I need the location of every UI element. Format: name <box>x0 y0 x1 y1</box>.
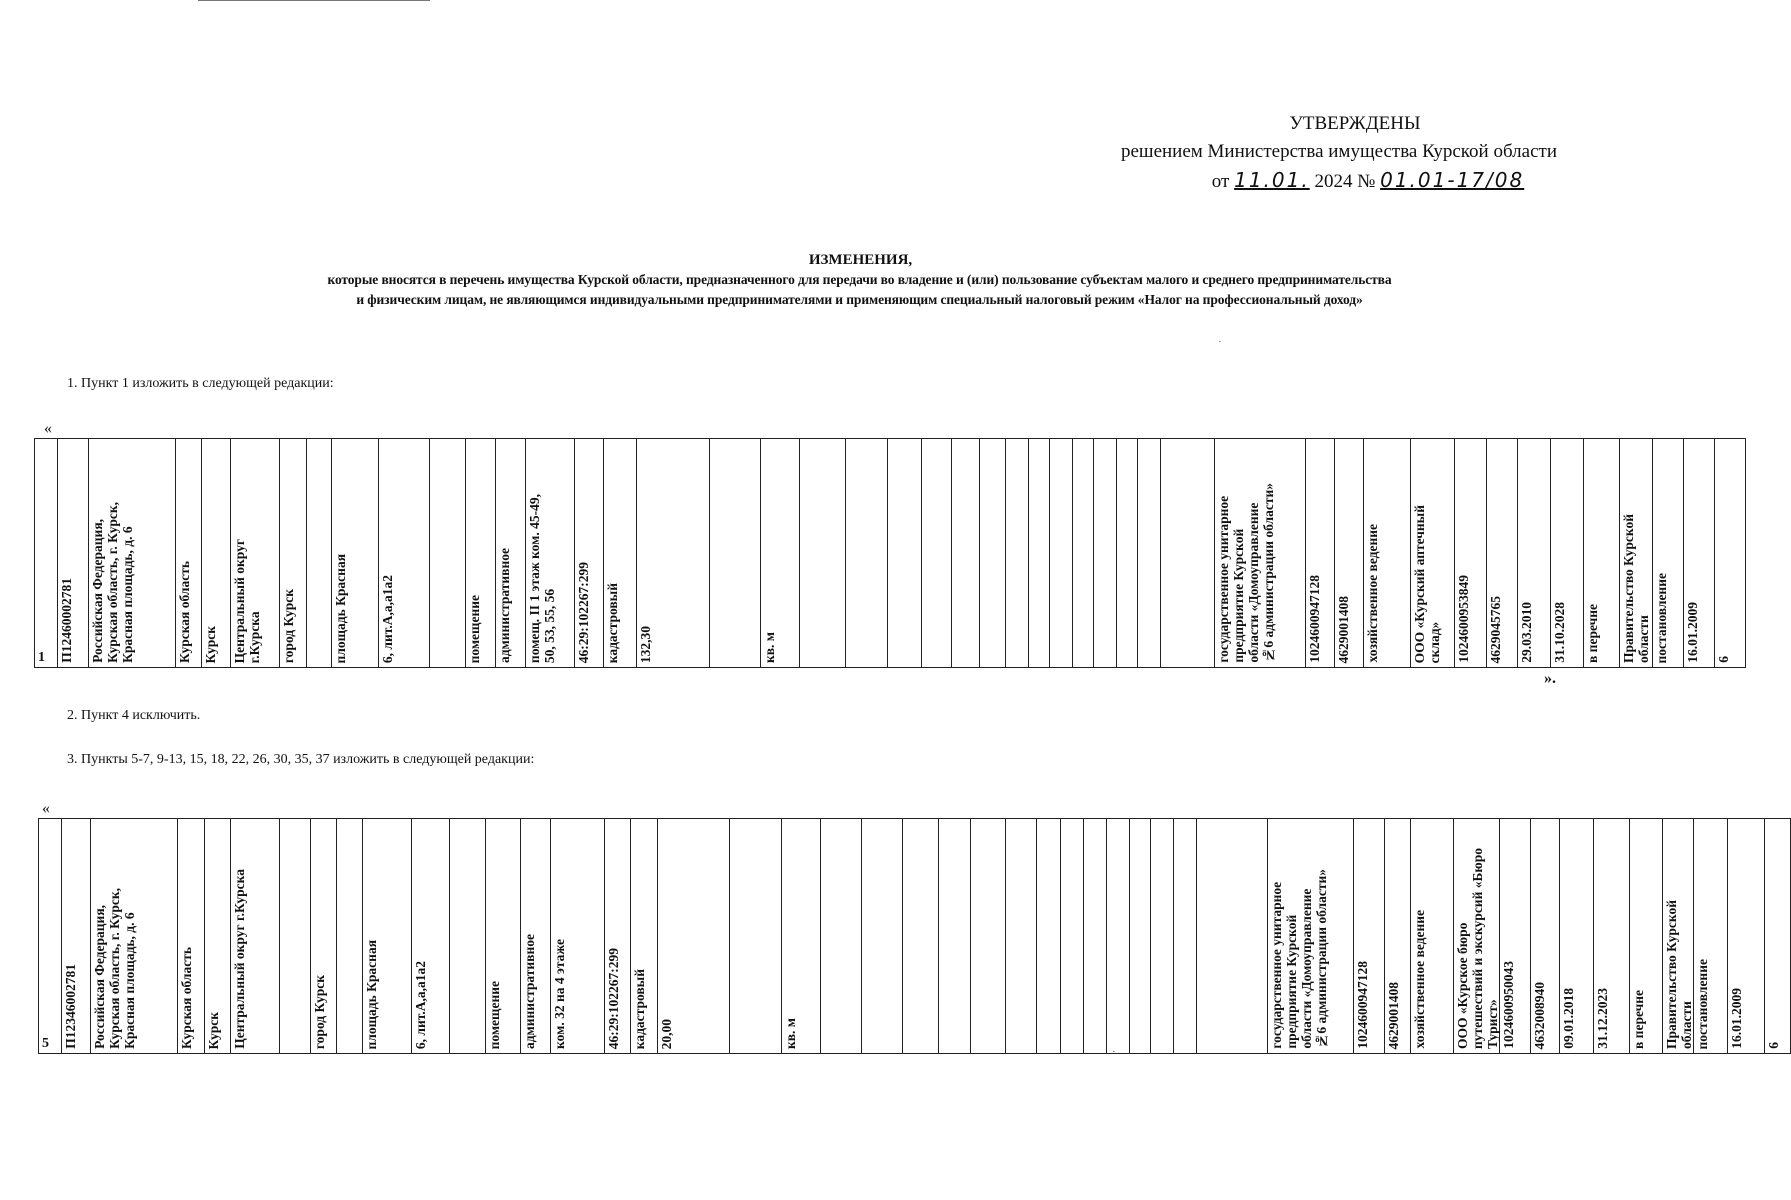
table2-cell <box>311 819 337 1054</box>
cell-text: 1024600947128 <box>1355 961 1370 1049</box>
cell-text <box>1151 1045 1153 1053</box>
table2-cell <box>1411 819 1454 1054</box>
table2-cell <box>91 819 178 1054</box>
table1-cell <box>1518 439 1551 668</box>
cell-text: постановление <box>1695 958 1710 1049</box>
approval-date-number <box>1137 166 1599 196</box>
table2-cell <box>1454 819 1500 1054</box>
cell-text <box>1073 659 1075 667</box>
cell-text: 46:29:102267:299 <box>606 947 621 1049</box>
table2-cell <box>178 819 205 1054</box>
table1-cell <box>231 439 280 668</box>
cell-text <box>800 659 802 667</box>
title-line-2: которые вносятся в перечень имущества Курской области, предназначенного для передачи во владение и (или) пользование субъектам малого и среднего предпринимательства <box>327 272 1392 287</box>
cell-text <box>450 1045 452 1053</box>
table1-cell <box>888 439 922 668</box>
table1-cell <box>202 439 231 668</box>
table1-cell <box>35 439 58 668</box>
table1-cell <box>1411 439 1455 668</box>
table2-cell <box>486 819 521 1054</box>
cell-text: 6, лит.А,а,а1а2 <box>413 960 428 1049</box>
cell-text: Центральный округ г.Курска <box>232 869 247 1049</box>
cell-text: 29.03.2010 <box>1519 602 1534 663</box>
cell-text <box>1197 1045 1199 1053</box>
cell-text: помещение <box>487 980 502 1049</box>
table1-cell <box>466 439 496 668</box>
cell-text: 31.10.2028 <box>1552 602 1567 663</box>
cell-text: Российская Федерация, Курская область, г. Курск, Красная площадь, д. 6 <box>90 502 135 663</box>
cell-text: 46:29:102267:299 <box>576 561 591 663</box>
cell-text <box>337 1045 339 1053</box>
table2-cell <box>412 819 450 1054</box>
table1-cell <box>307 439 332 668</box>
table2-cell <box>1594 819 1630 1054</box>
cell-text: 09.01.2018 <box>1561 988 1576 1049</box>
cell-text: город Курск <box>312 974 327 1049</box>
table2-cell <box>1084 819 1107 1054</box>
table2-cell <box>1061 819 1084 1054</box>
cell-text: ООО «Курский аптечный склад» <box>1412 504 1442 663</box>
table-row <box>35 439 1746 668</box>
cell-text <box>952 659 954 667</box>
cell-text: 1024600953849 <box>1456 575 1471 663</box>
table2-cell <box>730 819 782 1054</box>
handwritten-date: 11.01. <box>1234 168 1310 192</box>
table1-cell <box>604 439 637 668</box>
cell-text: П12346002781 <box>63 964 78 1049</box>
table1-cell <box>1455 439 1487 668</box>
table1-cell <box>1306 439 1335 668</box>
table1-cell <box>800 439 846 668</box>
table2-cell <box>1765 819 1791 1054</box>
cell-text <box>1174 1045 1176 1053</box>
table1-cell <box>980 439 1006 668</box>
table1-cell <box>58 439 89 668</box>
cell-text: хозяйственное ведение <box>1365 524 1380 663</box>
table1-cell <box>952 439 980 668</box>
cell-text: 132,30 <box>638 625 653 663</box>
table1-cell <box>575 439 604 668</box>
table2-cell <box>280 819 311 1054</box>
cell-text: 1024600950043 <box>1501 961 1516 1049</box>
table1-cell <box>332 439 379 668</box>
table2-cell <box>1174 819 1197 1054</box>
cell-text: Курск <box>203 625 218 663</box>
cell-text <box>821 1045 823 1053</box>
table2-cell <box>862 819 903 1054</box>
cell-text <box>1161 659 1163 667</box>
table2-cell <box>782 819 821 1054</box>
register-table-1 <box>34 438 1746 668</box>
cell-text: 5 <box>42 1036 49 1051</box>
table1-cell <box>379 439 430 668</box>
paragraph-2: 2. Пункт 4 исключить. <box>67 708 201 723</box>
table2-cell <box>1268 819 1354 1054</box>
cell-text: административное <box>522 933 537 1049</box>
table2-cell <box>551 819 605 1054</box>
cell-text: хозяйственное ведение <box>1412 910 1427 1049</box>
cell-text <box>1061 1045 1063 1053</box>
approved-heading: УТВЕРЖДЕНЫ <box>1289 113 1421 134</box>
handwritten-number: 01.01-17/08 <box>1380 168 1525 192</box>
cell-text <box>307 659 309 667</box>
table2-cell <box>971 819 1006 1054</box>
cell-text: 6 <box>1716 656 1731 663</box>
table2-cell <box>1197 819 1268 1054</box>
cell-text: кадастровый <box>605 582 620 663</box>
cell-text: площадь Красная <box>333 553 348 663</box>
table1-cell <box>710 439 761 668</box>
cell-text: в перечне <box>1585 604 1600 663</box>
table2-cell <box>1354 819 1385 1054</box>
table2-cell <box>1151 819 1174 1054</box>
title-heading: ИЗМЕНЕНИЯ, <box>808 252 913 268</box>
cell-text: Российская Федерация, Курская область, г. Курск, Красная площадь, д. 6 <box>92 888 137 1049</box>
cell-text <box>1037 1045 1039 1053</box>
cell-text: кв. м <box>762 631 777 663</box>
table1-cell <box>1684 439 1715 668</box>
cell-text <box>1130 1045 1132 1053</box>
cell-text: 20,00 <box>659 1018 674 1049</box>
table1-cell <box>1073 439 1094 668</box>
table1-cell <box>846 439 888 668</box>
cell-text: кадастровый <box>632 968 647 1049</box>
table-row <box>39 819 1791 1054</box>
cell-text: Курская область <box>179 947 194 1049</box>
table1-cell <box>1117 439 1138 668</box>
table2-cell <box>605 819 631 1054</box>
table2-cell <box>1107 819 1130 1054</box>
cell-text: 6, лит.А,а,а1а2 <box>380 574 395 663</box>
cell-text <box>1117 659 1119 667</box>
table2-cell <box>1531 819 1560 1054</box>
cell-text: Курск <box>206 1011 221 1049</box>
table1-cell <box>1551 439 1584 668</box>
table1-cell <box>922 439 952 668</box>
cell-text <box>1006 659 1008 667</box>
table1-cell <box>526 439 575 668</box>
cell-text: площадь Красная <box>364 939 379 1049</box>
table2-cell <box>1006 819 1037 1054</box>
scan-edge-line <box>198 0 430 1</box>
table2-cell <box>1560 819 1594 1054</box>
cell-text <box>888 659 890 667</box>
table1-cell <box>637 439 710 668</box>
cell-text: административное <box>497 547 512 663</box>
approved-by: решением Министерства имущества Курской области <box>1121 141 1557 162</box>
date-prefix: от <box>1211 171 1230 192</box>
register-table-2 <box>38 818 1791 1054</box>
cell-text <box>1050 659 1052 667</box>
cell-text <box>971 1045 973 1053</box>
table1-cell <box>1715 439 1746 668</box>
table1-cell <box>1364 439 1411 668</box>
table1-cell <box>1653 439 1684 668</box>
cell-text: помещ. II 1 этаж ком. 45-49, 50, 53, 55, 56 <box>527 493 557 663</box>
cell-text <box>280 1045 282 1053</box>
cell-text: 16.01.2009 <box>1729 988 1744 1049</box>
table2-cell <box>521 819 551 1054</box>
scan-dot: · <box>1112 1046 1116 1058</box>
quote-close-1: ». <box>1544 670 1556 687</box>
table1-cell <box>1584 439 1620 668</box>
cell-text: 1 <box>38 650 45 665</box>
cell-text: 4629045765 <box>1488 595 1503 663</box>
paragraph-1: 1. Пункт 1 изложить в следующей редакции: <box>67 376 334 391</box>
table2-cell <box>205 819 231 1054</box>
table2-cell <box>450 819 486 1054</box>
table2-cell <box>821 819 862 1054</box>
table1-cell <box>1161 439 1215 668</box>
table1-cell <box>1029 439 1050 668</box>
cell-text: Центральный округ г.Курска <box>232 538 262 663</box>
cell-text: помещение <box>467 594 482 663</box>
cell-text <box>862 1045 864 1053</box>
table2-cell <box>1130 819 1151 1054</box>
year-text: 2024 № <box>1314 171 1376 192</box>
table1-cell <box>1215 439 1306 668</box>
table2-cell <box>62 819 91 1054</box>
cell-text <box>1094 659 1096 667</box>
cell-text: город Курск <box>281 588 296 663</box>
cell-text: постановление <box>1654 572 1669 663</box>
cell-text: 31.12.2023 <box>1595 988 1610 1049</box>
quote-open-1: « <box>44 420 52 437</box>
approval-block <box>1079 110 1599 196</box>
cell-text: 4629001408 <box>1386 981 1401 1049</box>
scan-dot: · <box>1218 336 1222 348</box>
cell-text: П12460002781 <box>59 578 74 663</box>
table2-cell <box>1037 819 1061 1054</box>
cell-text <box>1006 1045 1008 1053</box>
title-line-3: и физическим лицам, не являющимся индивидуальными предпринимателями и применяющим специальный налоговый режим «Налог на профессиональный доход» <box>356 292 1363 307</box>
table1-cell <box>1335 439 1364 668</box>
cell-text: ООО «Курское бюро путешествий и экскурсий «Бюро Турист» <box>1455 848 1500 1049</box>
cell-text <box>980 659 982 667</box>
table1-cell <box>496 439 526 668</box>
cell-text: государственное унитарное предприятие Курской области «Домоуправление №6 администрации области» <box>1216 483 1276 663</box>
table1-cell <box>1620 439 1653 668</box>
quote-open-2: « <box>42 800 50 817</box>
document-title <box>0 250 1707 310</box>
table2-cell <box>1728 819 1765 1054</box>
cell-text <box>1138 659 1140 667</box>
table2-cell <box>231 819 280 1054</box>
cell-text <box>922 659 924 667</box>
table2-cell <box>631 819 658 1054</box>
cell-text: ком. 32 на 4 этаже <box>552 939 567 1049</box>
cell-text: кв. м <box>783 1017 798 1049</box>
table1-cell <box>89 439 176 668</box>
table1-cell <box>430 439 466 668</box>
cell-text <box>846 659 848 667</box>
cell-text <box>1107 1045 1109 1053</box>
table2-cell <box>658 819 730 1054</box>
cell-text: в перечне <box>1631 990 1646 1049</box>
table1-cell <box>1138 439 1161 668</box>
cell-text <box>730 1045 732 1053</box>
table2-cell <box>1663 819 1694 1054</box>
table2-cell <box>337 819 363 1054</box>
table1-cell <box>1487 439 1518 668</box>
cell-text: Курская область <box>177 561 192 663</box>
cell-text <box>1084 1045 1086 1053</box>
table2-cell <box>1630 819 1663 1054</box>
table2-cell <box>1694 819 1728 1054</box>
table2-cell <box>1500 819 1531 1054</box>
table1-cell <box>280 439 307 668</box>
cell-text: государственное унитарное предприятие Курской области «Домоуправление №6 администрации области» <box>1269 869 1329 1049</box>
cell-text: 6 <box>1766 1042 1781 1049</box>
cell-text: 1024600947128 <box>1307 575 1322 663</box>
table1-cell <box>761 439 800 668</box>
paragraph-3: 3. Пункты 5-7, 9-13, 15, 18, 22, 26, 30, 35, 37 изложить в следующей редакции: <box>67 752 535 767</box>
cell-text: Правительство Курской области <box>1621 514 1651 663</box>
cell-text: 4632008940 <box>1532 981 1547 1049</box>
cell-text: 16.01.2009 <box>1685 602 1700 663</box>
table2-cell <box>903 819 939 1054</box>
cell-text <box>1029 659 1031 667</box>
table2-cell <box>363 819 412 1054</box>
cell-text <box>430 659 432 667</box>
table1-cell <box>176 439 202 668</box>
table2-cell <box>939 819 971 1054</box>
table2-cell <box>1385 819 1411 1054</box>
cell-text <box>939 1045 941 1053</box>
table1-cell <box>1006 439 1029 668</box>
cell-text <box>710 659 712 667</box>
table1-cell <box>1050 439 1073 668</box>
table2-cell <box>39 819 62 1054</box>
cell-text: Правительство Курской области <box>1664 900 1694 1049</box>
table1-cell <box>1094 439 1117 668</box>
cell-text: 4629001408 <box>1336 595 1351 663</box>
cell-text <box>903 1045 905 1053</box>
